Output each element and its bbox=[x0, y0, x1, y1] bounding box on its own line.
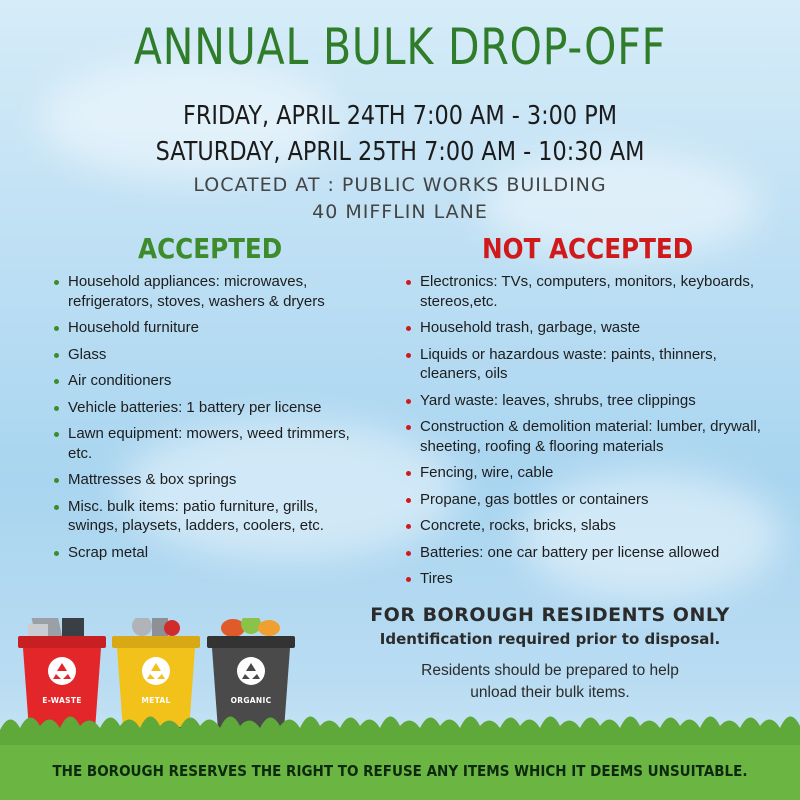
help-note-line-2: unload their bulk items. bbox=[470, 684, 630, 701]
disclaimer: THE BOROUGH RESERVES THE RIGHT TO REFUSE ANY ITEMS WHICH IT DEEMS UNSUITABLE. bbox=[52, 762, 748, 780]
list-item: Household trash, garbage, waste bbox=[406, 318, 778, 338]
bin-label: METAL bbox=[141, 696, 171, 705]
help-note-line-1: Residents should be prepared to help bbox=[421, 662, 679, 679]
residents-title: FOR BOROUGH RESIDENTS ONLY bbox=[370, 604, 730, 626]
accepted-list bbox=[54, 272, 364, 569]
accepted-heading: ACCEPTED bbox=[138, 232, 283, 265]
list-item: Batteries: one car battery per license allowed bbox=[406, 543, 778, 563]
list-item: Construction & demolition material: lumber, drywall, sheeting, roofing & flooring materials bbox=[406, 417, 778, 456]
list-item: Household furniture bbox=[54, 318, 364, 338]
list-item: Glass bbox=[54, 345, 364, 365]
list-item: Concrete, rocks, bricks, slabs bbox=[406, 516, 778, 536]
recycle-icon bbox=[47, 656, 77, 686]
list-item: Propane, gas bottles or containers bbox=[406, 490, 778, 510]
residents-notice bbox=[350, 604, 750, 704]
event-dates bbox=[0, 98, 800, 170]
list-item: Air conditioners bbox=[54, 371, 364, 391]
help-note bbox=[350, 660, 750, 704]
recycle-icon bbox=[141, 656, 171, 686]
location-line-2: 40 MIFFLIN LANE bbox=[312, 201, 488, 223]
bin-label: E-WASTE bbox=[42, 696, 82, 705]
list-item: Misc. bulk items: patio furniture, grills, swings, playsets, ladders, coolers, etc. bbox=[54, 497, 364, 536]
list-item: Scrap metal bbox=[54, 543, 364, 563]
recycle-icon bbox=[236, 656, 266, 686]
list-item: Mattresses & box springs bbox=[54, 470, 364, 490]
list-item: Liquids or hazardous waste: paints, thinners, cleaners, oils bbox=[406, 345, 778, 384]
list-item: Tires bbox=[406, 569, 778, 589]
id-requirement: Identification required prior to disposal. bbox=[379, 630, 721, 648]
bin-label: ORGANIC bbox=[230, 696, 272, 705]
list-item: Electronics: TVs, computers, monitors, keyboards, stereos,etc. bbox=[406, 272, 778, 311]
grass-decoration bbox=[0, 700, 800, 800]
list-item: Fencing, wire, cable bbox=[406, 463, 778, 483]
list-item: Yard waste: leaves, shrubs, tree clippings bbox=[406, 391, 778, 411]
page-title: ANNUAL BULK DROP-OFF bbox=[133, 18, 667, 76]
list-item: Vehicle batteries: 1 battery per license bbox=[54, 398, 364, 418]
list-item: Lawn equipment: mowers, weed trimmers, etc. bbox=[54, 424, 364, 463]
location-line-1: LOCATED AT : PUBLIC WORKS BUILDING bbox=[193, 174, 607, 196]
not-accepted-heading: NOT ACCEPTED bbox=[482, 232, 694, 265]
date-saturday: SATURDAY, APRIL 25TH 7:00 AM - 10:30 AM bbox=[155, 137, 645, 167]
date-friday: FRIDAY, APRIL 24TH 7:00 AM - 3:00 PM bbox=[182, 101, 618, 131]
not-accepted-list bbox=[406, 272, 778, 596]
list-item: Household appliances: microwaves, refrigerators, stoves, washers & dryers bbox=[54, 272, 364, 311]
event-location bbox=[0, 172, 800, 226]
